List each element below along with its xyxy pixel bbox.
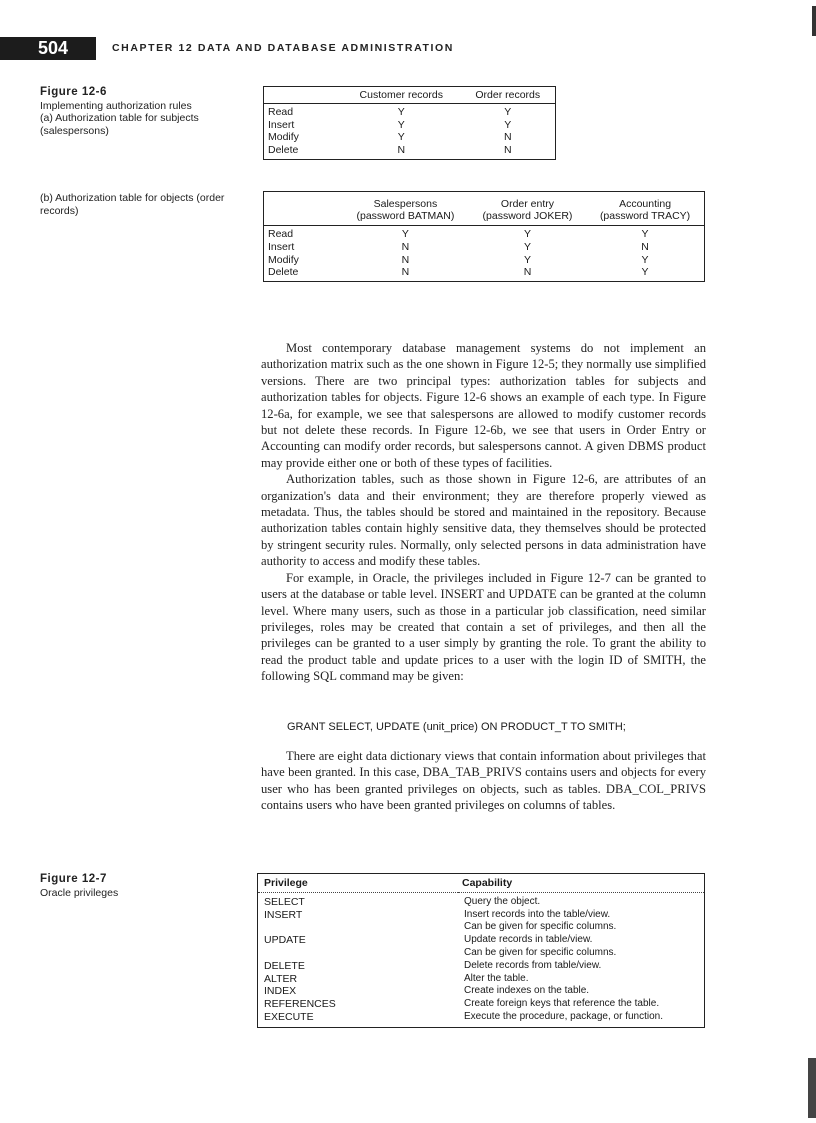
figure-title: Oracle privileges <box>40 886 119 899</box>
table-cell: Y <box>504 105 512 118</box>
table-cell: N <box>641 240 649 253</box>
table-cell: Insert records into the table/view. <box>464 908 611 920</box>
table-row <box>258 960 705 973</box>
table-header-cell: Privilege <box>258 874 459 893</box>
table-row <box>258 909 705 922</box>
figure-12-6-label <box>40 86 230 137</box>
scan-edge-artifact <box>812 6 816 36</box>
running-head: CHAPTER 12 DATA AND DATABASE ADMINISTRATION <box>112 42 454 54</box>
figure-12-7-label <box>40 873 230 899</box>
table-cell: Y <box>523 228 531 240</box>
page-number: 504 <box>0 37 96 60</box>
table-row <box>264 266 705 281</box>
table-row <box>264 103 556 118</box>
figure-number: Figure 12-7 <box>40 873 107 885</box>
table-cell: EXECUTE <box>264 1010 314 1023</box>
table-row <box>258 921 705 934</box>
table-cell: Create indexes on the table. <box>464 985 590 997</box>
table-cell: Y <box>641 228 649 240</box>
table-cell: Delete <box>268 266 299 279</box>
table-cell: N <box>523 266 532 279</box>
table-cell: INDEX <box>264 985 297 998</box>
table-cell: UPDATE <box>264 934 306 947</box>
paragraph: Most contemporary database management systems do not implement an authorization matrix such as the one shown in Figure 12-5; they normally use simplified versions. There are two principal types: authorization tables for subjects and authorization tables for objects. Figure 12-6 shows an example of each type. In Figure 12-6a, for example, we see that salespersons are allowed to modify customer records but not delete these records. In Figure 12-6b, we see that users in Order Entry or Accounting can modify order records, but salespersons cannot. A given DBMS product may provide either one or both of these types of facilities. <box>261 341 706 470</box>
table-cell: Y <box>504 118 512 131</box>
table-header-cell <box>264 210 343 226</box>
table-header-cell: (password JOKER) <box>469 210 586 226</box>
table-cell: INSERT <box>264 908 303 921</box>
table-cell: N <box>503 144 512 157</box>
table-cell: Query the object. <box>464 895 541 907</box>
table-row <box>264 119 556 132</box>
table-cell <box>258 947 459 960</box>
table-cell: Y <box>401 228 409 240</box>
table-header-cell: Accounting <box>619 198 672 210</box>
table-cell: Y <box>523 240 531 253</box>
table-header-cell: (password BATMAN) <box>342 210 469 226</box>
table-cell: Update records in table/view. <box>464 934 593 946</box>
table-cell: Y <box>641 266 649 279</box>
table-cell: SELECT <box>264 895 305 908</box>
table-row <box>258 973 705 986</box>
table-cell: N <box>401 266 410 279</box>
table-header-cell: Capability <box>458 874 705 893</box>
paragraph: There are eight data dictionary views that contain information about privileges that have been granted. In this case, DBA_TAB_PRIVS contains users and objects for every user who has been granted privileges on objects, such as tables. DBA_COL_PRIVS contains users who have been granted privileges on columns of tables. <box>261 749 706 813</box>
table-cell <box>258 921 459 934</box>
table-header-cell: Salespersons <box>373 198 438 210</box>
table-row <box>258 1011 705 1027</box>
table-cell: Delete records from table/view. <box>464 959 602 971</box>
table-cell: Read <box>268 228 294 240</box>
table-header-row <box>258 874 705 893</box>
figure-title: Implementing authorization rules <box>40 99 192 112</box>
table-cell: N <box>503 131 512 144</box>
table-cell: ALTER <box>264 972 298 985</box>
table-cell: REFERENCES <box>264 998 336 1011</box>
table-cell: Y <box>523 253 531 266</box>
table-cell: Can be given for specific columns. <box>464 946 617 958</box>
table-row <box>264 144 556 159</box>
table-cell: Modify <box>268 131 299 144</box>
table-cell: Execute the procedure, package, or function. <box>464 1010 664 1022</box>
table-header-cell <box>264 87 343 104</box>
table-row <box>258 947 705 960</box>
table-cell: N <box>397 144 406 157</box>
table-cell: N <box>401 240 410 253</box>
table-cell: Insert <box>268 240 295 253</box>
table-cell: Read <box>268 105 294 118</box>
figure-caption-a: (a) Authorization table for subjects (salespersons) <box>40 112 199 137</box>
table-row <box>258 934 705 947</box>
table-row <box>258 892 705 908</box>
figure-number: Figure 12-6 <box>40 86 107 98</box>
table-cell: Delete <box>268 144 299 157</box>
table-row <box>264 131 556 144</box>
table-cell: Alter the table. <box>464 972 529 984</box>
table-row <box>258 998 705 1011</box>
table-header-cell: Order entry <box>500 198 555 210</box>
table-cell: N <box>401 253 410 266</box>
paragraph: For example, in Oracle, the privileges included in Figure 12-7 can be granted to users at the database or table level. INSERT and UPDATE can be granted at the column level. Where many users, such as those in a particular job classification, need similar privileges, roles may be created that contain a set of privileges, and then all the privileges can be granted to a user simply by granting the role. To grant the ability to read the product table and update prices to a user with the login ID of SMITH, the following SQL command may be given: <box>261 570 706 684</box>
table-header-cell <box>264 192 343 211</box>
table-header-cell: Order records <box>461 87 556 104</box>
table-header-row <box>264 87 556 104</box>
table-cell: Insert <box>268 118 295 131</box>
table-header-row <box>264 210 705 226</box>
table-header-row <box>264 192 705 211</box>
table-header-cell: Customer records <box>342 87 461 104</box>
table-cell: Y <box>397 118 405 131</box>
oracle-privileges-table <box>257 873 705 1028</box>
table-header-cell: (password TRACY) <box>586 210 704 226</box>
table-row <box>258 985 705 998</box>
table-cell: Y <box>397 105 405 118</box>
authorization-table-subjects <box>263 86 556 160</box>
body-text-continued <box>261 748 706 814</box>
authorization-table-objects <box>263 191 705 282</box>
sql-command: GRANT SELECT, UPDATE (unit_price) ON PRODUCT_T TO SMITH; <box>287 721 626 733</box>
table-row <box>264 226 705 241</box>
table-cell: DELETE <box>264 959 305 972</box>
scan-edge-artifact <box>808 1058 816 1118</box>
table-cell: Create foreign keys that reference the table. <box>464 998 660 1010</box>
table-cell: Y <box>397 131 405 144</box>
table-cell: Y <box>641 253 649 266</box>
paragraph: Authorization tables, such as those shown in Figure 12-6, are attributes of an organization's data and their environment; they are therefore properly viewed as metadata. Thus, the tables should be stored and maintained in the repository. Because authorization tables contain highly sensitive data, they themselves should be protected by stringent security rules. Normally, only selected persons in data administration have authority to access and modify these tables. <box>261 472 706 569</box>
table-cell: Modify <box>268 253 299 266</box>
table-cell: Can be given for specific columns. <box>464 921 617 933</box>
figure-caption-b: (b) Authorization table for objects (order records) <box>40 192 225 217</box>
body-text <box>261 340 706 685</box>
table-row <box>264 241 705 254</box>
table-row <box>264 254 705 267</box>
